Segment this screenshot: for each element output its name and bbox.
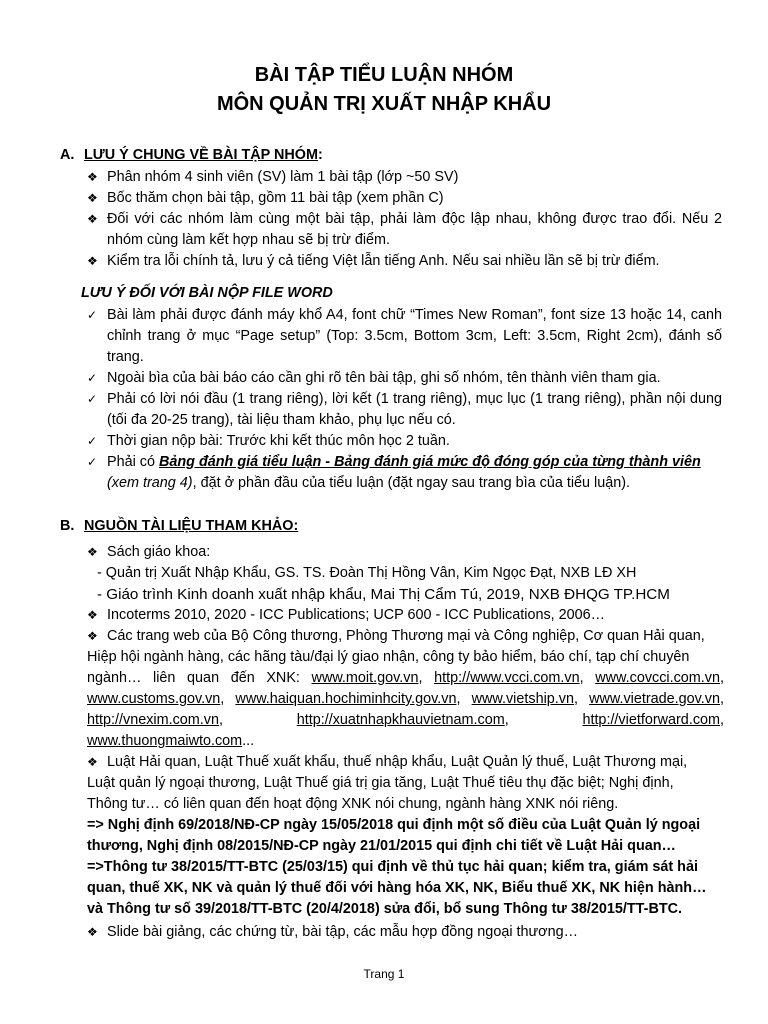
section-a-list	[0, 167, 768, 272]
websites-line-1: ❖ Các trang web của Bộ Công thương, Phòng Thương mại và Công nghiệp, Cơ quan Hải quan,	[87, 626, 724, 647]
diamond-bullet-icon: ❖	[87, 755, 98, 769]
checkmark-icon: ✓	[87, 371, 98, 385]
circular-line-2: quan, thuế XK, NK và quản lý thuế đối với hàng hóa XK, NK, Biểu thuế XK, NK hiện hành…	[87, 880, 707, 896]
diamond-bullet-icon: ❖	[87, 925, 98, 939]
websites-line-2: Hiệp hội ngành hàng, các hãng tàu/đại lý giao nhận, công ty bảo hiểm, báo chí, tạp chí chuyên	[87, 649, 690, 665]
laws-line-1: ❖ Luật Hải quan, Luật Thuế xuất khẩu, thuế nhập khẩu, Luật Quản lý thuế, Luật Thương mại,	[87, 752, 724, 773]
laws-line-3: Thông tư… có liên quan đến hoạt động XNK nói chung, ngành hàng XNK nói riêng.	[87, 796, 619, 812]
link-vcci[interactable]: http://www.vcci.com.vn	[434, 670, 580, 686]
list-item: ❖ Đối với các nhóm làm cùng một bài tập, phải làm độc lập nhau, không được trao đổi. Nếu 2 nhóm cùng làm kết hợp nhau sẽ bị trừ điểm.	[87, 211, 722, 248]
page-number: Trang 1	[363, 967, 405, 981]
link-moit[interactable]: www.moit.gov.vn	[311, 670, 419, 686]
slides-item: ❖ Slide bài giảng, các chứng từ, bài tập, các mẫu hợp đồng ngoại thương…	[87, 922, 724, 943]
section-b-title: NGUỒN TÀI LIỆU THAM KHẢO:	[84, 518, 299, 534]
section-a-heading: A. LƯU Ý CHUNG VỀ BÀI TẬP NHÓM:	[60, 147, 323, 163]
checkmark-icon: ✓	[87, 455, 98, 469]
decree-line-2: thương, Nghị định 08/2015/NĐ-CP ngày 21/01/2015 qui định chi tiết về Luật Hải quan…	[87, 838, 676, 854]
checkmark-icon: ✓	[87, 308, 98, 322]
evaluation-table-reference: Bảng đánh giá tiểu luận - Bảng đánh giá mức độ đóng góp của từng thành viên	[159, 454, 701, 470]
word-notes-list	[0, 305, 768, 494]
section-b-label: B.	[60, 518, 75, 534]
websites-line-5: http://vnexim.com.vn, http://xuatnhapkhauvietnam.com, http://vietforward.com,	[87, 712, 724, 728]
section-a-title: LƯU Ý CHUNG VỀ BÀI TẬP NHÓM	[84, 147, 318, 163]
diamond-bullet-icon: ❖	[87, 608, 98, 622]
link-xuatnhapkhau[interactable]: http://xuatnhapkhauvietnam.com	[296, 712, 505, 728]
diamond-bullet-icon: ❖	[87, 629, 98, 643]
laws-line-2: Luật quản lý ngoại thương, Luật Thuế giá trị gia tăng, Luật Thuế tiêu thụ đặc biệt; Nghị định,	[87, 775, 674, 791]
list-item: ❖ Phân nhóm 4 sinh viên (SV) làm 1 bài tập (lớp ~50 SV)	[0, 167, 768, 188]
link-vietforward[interactable]: http://vietforward.com	[582, 712, 720, 728]
list-item: ❖ Bốc thăm chọn bài tập, gồm 11 bài tập (xem phần C)	[0, 188, 768, 209]
word-notes-heading: LƯU Ý ĐỐI VỚI BÀI NỘP FILE WORD	[81, 285, 333, 301]
list-item: ❖ Kiểm tra lỗi chính tả, lưu ý cả tiếng Việt lẫn tiếng Anh. Nếu sai nhiều lần sẽ bị trừ điểm.	[0, 251, 768, 272]
link-covcci[interactable]: www.covcci.com.vn	[595, 670, 720, 686]
link-haiquan[interactable]: www.haiquan.hochiminhcity.gov.vn	[235, 691, 457, 707]
diamond-bullet-icon: ❖	[87, 170, 98, 184]
diamond-bullet-icon: ❖	[87, 254, 98, 268]
section-a-label: A.	[60, 147, 75, 163]
document-subtitle: MÔN QUẢN TRỊ XUẤT NHẬP KHẨU	[216, 93, 552, 115]
list-item: ✓ Thời gian nộp bài: Trước khi kết thúc môn học 2 tuần.	[0, 431, 768, 452]
list-item: ✓ Phải có Bảng đánh giá tiểu luận - Bảng đánh giá mức độ đóng góp của từng thành viên (xem trang 4), đặt ở phần đầu của tiểu luận (đặt ngay sau trang bìa của tiểu luận).	[87, 454, 701, 491]
list-item: ✓ Ngoài bìa của bài báo cáo cần ghi rõ tên bài tập, ghi số nhóm, tên thành viên tham gia.	[0, 368, 768, 389]
circular-line-3: và Thông tư số 39/2018/TT-BTC (20/4/2018) sửa đổi, bổ sung Thông tư 38/2015/TT-BTC.	[87, 901, 683, 917]
decree-line-1: => Nghị định 69/2018/NĐ-CP ngày 15/05/2018 qui định một số điều của Luật Quản lý ngoại	[87, 817, 701, 833]
checkmark-icon: ✓	[87, 434, 98, 448]
document-title: BÀI TẬP TIỂU LUẬN NHÓM	[254, 64, 514, 86]
websites-line-6: www.thuongmaiwto.com...	[87, 733, 255, 749]
websites-line-3: ngành… liên quan đến XNK: www.moit.gov.vn, http://www.vcci.com.vn, www.covcci.com.vn,	[87, 670, 724, 686]
diamond-bullet-icon: ❖	[87, 212, 98, 226]
diamond-bullet-icon: ❖	[87, 191, 98, 205]
textbook-1: - Quản trị Xuất Nhập Khẩu, GS. TS. Đoàn Thị Hồng Vân, Kim Ngọc Đạt, NXB LĐ XH	[97, 565, 637, 581]
link-vnexim[interactable]: http://vnexim.com.vn	[87, 712, 219, 728]
websites-line-4: www.customs.gov.vn, www.haiquan.hochiminhcity.gov.vn, www.vietship.vn, www.vietrade.gov.vn,	[87, 691, 724, 707]
incoterms-item: ❖ Incoterms 2010, 2020 - ICC Publications; UCP 600 - ICC Publications, 2006…	[87, 605, 724, 626]
link-customs[interactable]: www.customs.gov.vn	[87, 691, 221, 707]
section-b-heading	[60, 516, 298, 536]
link-vietrade[interactable]: www.vietrade.gov.vn	[589, 691, 720, 707]
checkmark-icon: ✓	[87, 392, 98, 406]
link-vietship[interactable]: www.vietship.vn	[471, 691, 574, 707]
list-item: ✓ Bài làm phải được đánh máy khổ A4, font chữ “Times New Roman”, font size 13 hoặc 14, canh chỉnh trang ở mục “Page setup” (Top: 3.5cm, Bottom 3cm, Left: 3.5cm, Right 2cm), đánh số trang.	[87, 307, 722, 365]
circular-line-1: =>Thông tư 38/2015/TT-BTC (25/03/15) qui định về thủ tục hải quan; kiểm tra, giám sát hải	[87, 859, 698, 875]
diamond-bullet-icon: ❖	[87, 545, 98, 559]
list-item: ✓ Phải có lời nói đầu (1 trang riêng), lời kết (1 trang riêng), mục lục (1 trang riêng), phần nội dung (tối đa 20-25 trang), tài liệu tham khảo, phụ lục nếu có.	[87, 391, 722, 428]
textbooks-label: ❖ Sách giáo khoa:	[87, 542, 724, 563]
link-thuongmaiwto[interactable]: www.thuongmaiwto.com	[87, 733, 243, 749]
textbook-2: - Giáo trình Kinh doanh xuất nhập khẩu, Mai Thị Cẩm Tú, 2019, NXB ĐHQG TP.HCM	[97, 586, 670, 603]
